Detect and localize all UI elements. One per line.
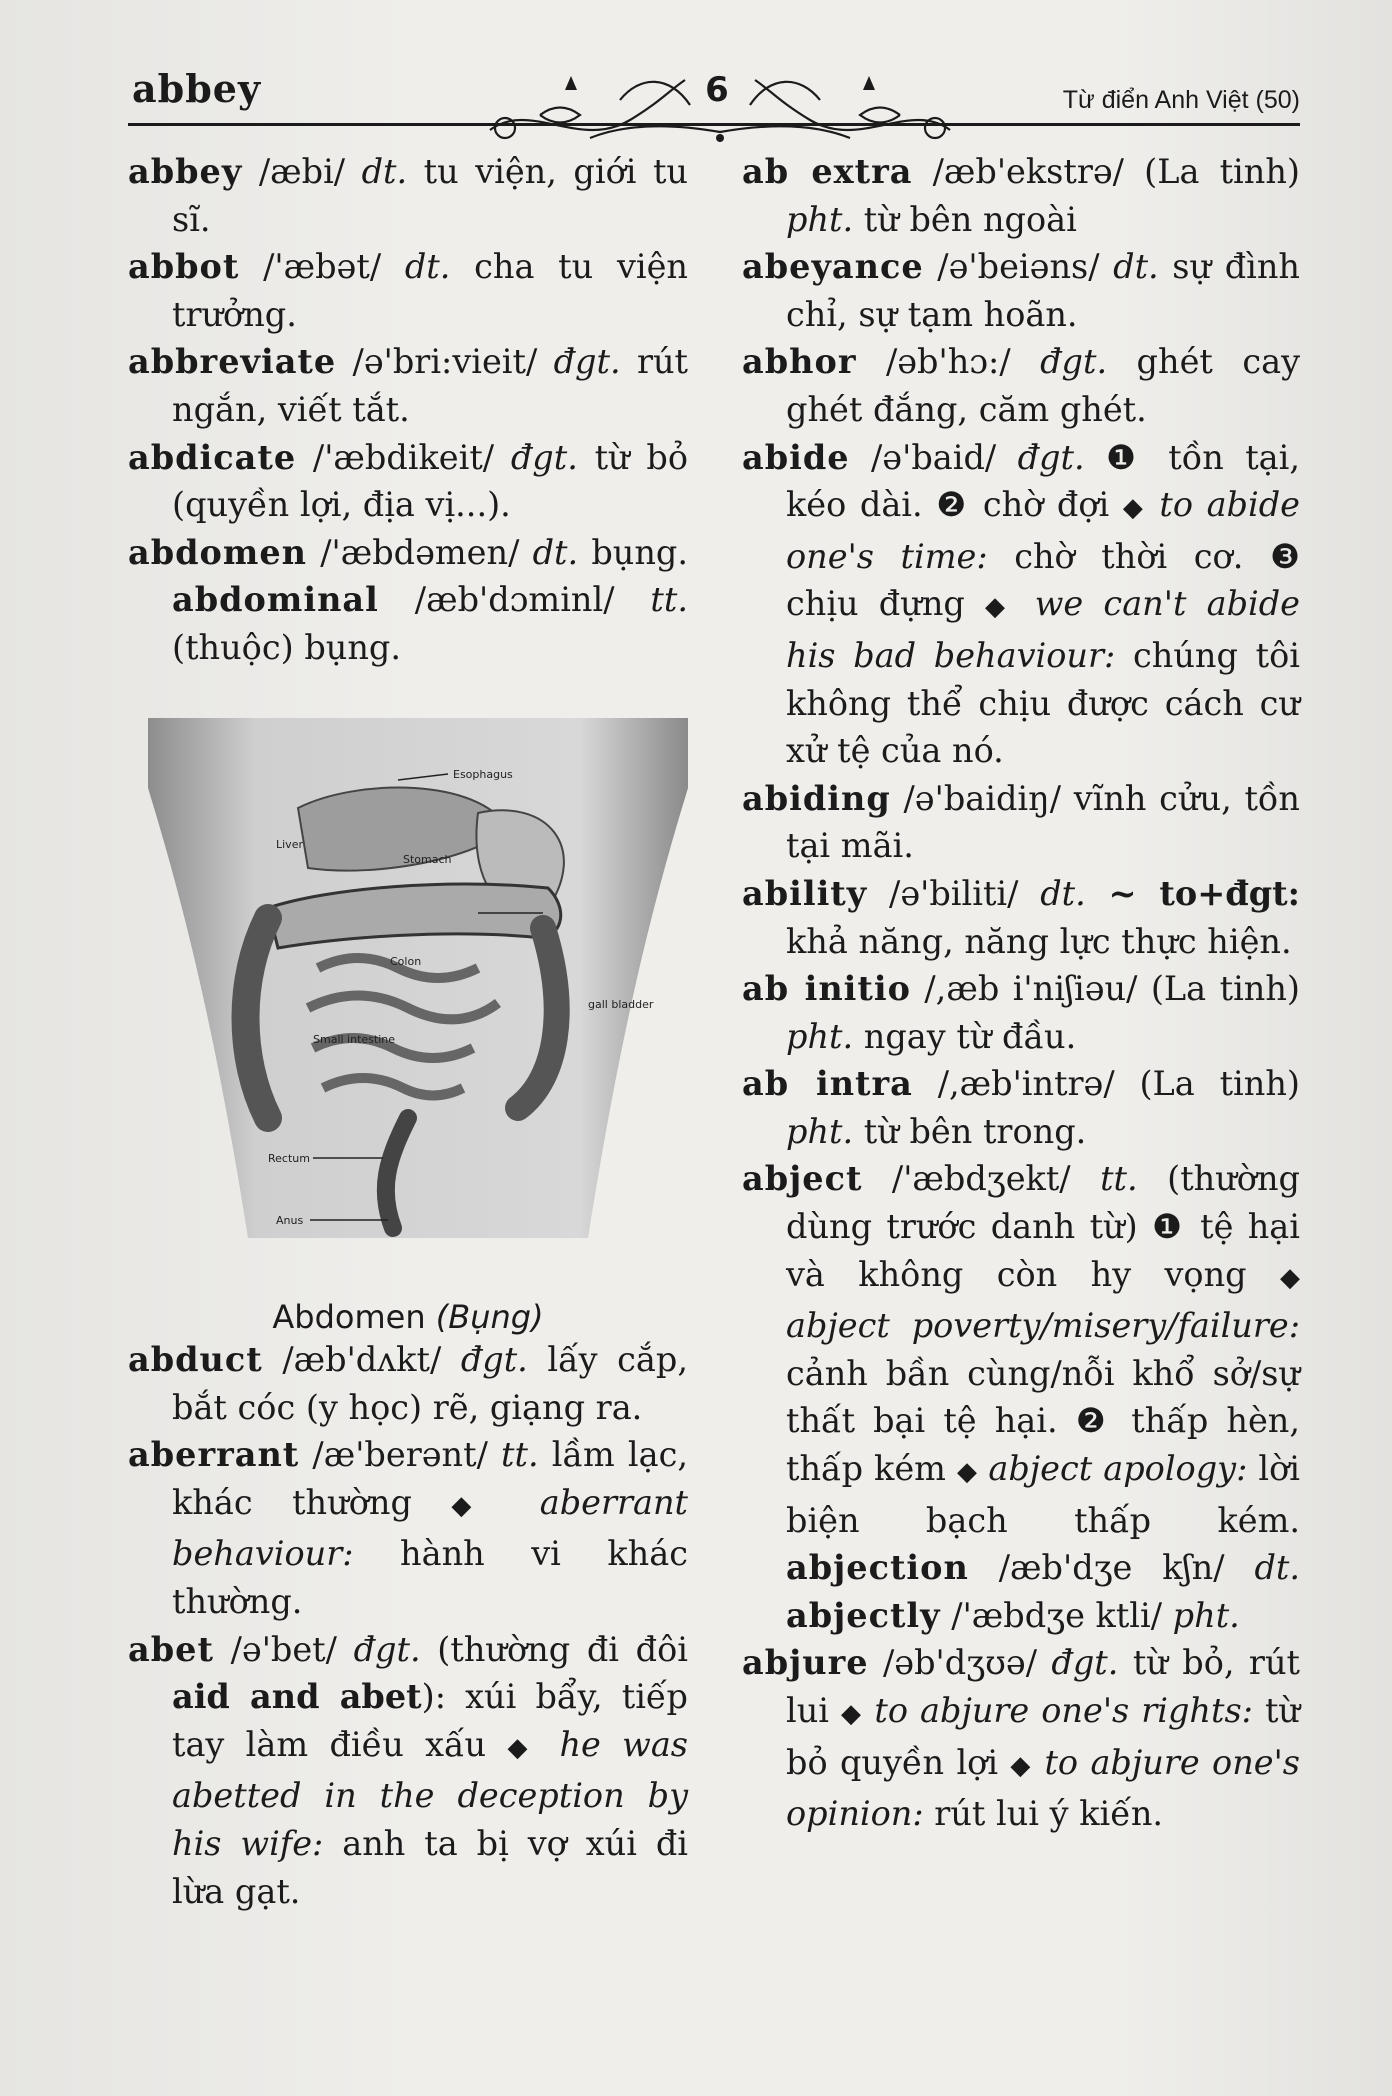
entry-abbreviate: abbreviate /ə'bri:vieit/ đgt. rút ngắn, viết tắt. (128, 342, 689, 429)
entry-abeyance: abeyance /ə'beiəns/ dt. sự đình chỉ, sự tạm hoãn. (742, 247, 1301, 334)
entry-abduct: abduct /æb'dʌkt/ đgt. lấy cắp, bắt cóc (y học) rẽ, giạng ra. (128, 1340, 688, 1427)
entry-abdomen: abdomen /'æbdəmen/ dt. bụng. abdominal /æb'dɔminl/ tt. (thuộc) bụng. (128, 532, 689, 667)
label-gall-bladder: gall bladder (588, 998, 654, 1011)
entry-abbey: abbey /æbi/ dt. tu viện, giới tu sĩ. (128, 152, 688, 239)
entry-abbot: abbot /'æbət/ dt. cha tu viện trưởng. (128, 247, 688, 334)
entry-ab-extra: ab extra /æb'ekstrə/ (La tinh) pht. từ bên ngoài (742, 152, 1300, 239)
label-rectum: Rectum (268, 1152, 310, 1165)
label-anus: Anus (276, 1214, 304, 1227)
book-title: Từ điển Anh Việt (50) (1062, 86, 1300, 114)
label-colon: Colon (390, 955, 422, 968)
label-liver: Liver (276, 838, 303, 851)
entry-ab-initio: ab initio /,æb i'niʃiəu/ (La tinh) pht. ngay từ đầu. (742, 969, 1300, 1056)
page-number: 6 (705, 70, 729, 110)
left-column-lower (128, 1336, 688, 1915)
label-stomach: Stomach (403, 853, 452, 866)
entry-abet: abet /ə'bet/ đgt. (thường đi đôi aid and abet): xúi bẩy, tiếp tay làm điều xấu ◆ he was abetted in the deception by his wife: anh ta bị vợ xúi đi lừa gạt. (128, 1629, 689, 1911)
label-small-intestine: Small intestine (313, 1033, 395, 1046)
entry-abide: abide /ə'baid/ đgt. ❶ tồn tại, kéo dài. ❷ chờ đợi ◆ to abide one's time: chờ thời cơ. ❸ chịu đựng ◆ we can't abide his bad behaviour: chúng tôi không thể chịu được cách cư xử tệ của nó. (742, 437, 1300, 771)
left-column (128, 148, 688, 672)
entry-abhor: abhor /əb'hɔ:/ đgt. ghét cay ghét đắng, căm ghét. (742, 342, 1300, 429)
entry-abiding: abiding /ə'baidiŋ/ vĩnh cửu, tồn tại mãi. (742, 778, 1300, 866)
right-column (742, 148, 1300, 1838)
abdomen-illustration (148, 718, 688, 1258)
label-esophagus: Esophagus (453, 768, 513, 781)
entry-abdicate: abdicate /'æbdikeit/ đgt. từ bỏ (quyền lợi, địa vị...). (128, 437, 688, 525)
entry-ability: ability /ə'biliti/ dt. ~ to+đgt: khả năng, năng lực thực hiện. (742, 873, 1300, 961)
figure-caption: Abdomen (Bụng) (272, 1298, 544, 1336)
entry-ab-intra: ab intra /,æb'intrə/ (La tinh) pht. từ bên trong. (742, 1064, 1300, 1151)
guide-word: abbey (132, 66, 262, 111)
entry-abject: abject /'æbdʒekt/ tt. (thường dùng trước danh từ) ❶ tệ hại và không còn hy vọng ◆ abject poverty/misery/failure: cảnh bần cùng/nỗi khổ sở/sự thất bại tệ hại. ❷ thấp hèn, thấp kém ◆ abject apology: lời biện bạch thấp kém. abjection /æb'dʒe kʃn/ dt. abjectly /'æbdʒe ktli/ pht. (742, 1159, 1300, 1635)
entry-aberrant: aberrant /æ'berənt/ tt. lầm lạc, khác thường ◆ aberrant behaviour: hành vi khác thường. (128, 1435, 689, 1621)
entry-abjure: abjure /əb'dʒʊə/ đgt. từ bỏ, rút lui ◆ to abjure one's rights: từ bỏ quyền lợi ◆ to abjure one's opinion: rút lui ý kiến. (742, 1643, 1300, 1834)
header-rule (128, 123, 1300, 126)
